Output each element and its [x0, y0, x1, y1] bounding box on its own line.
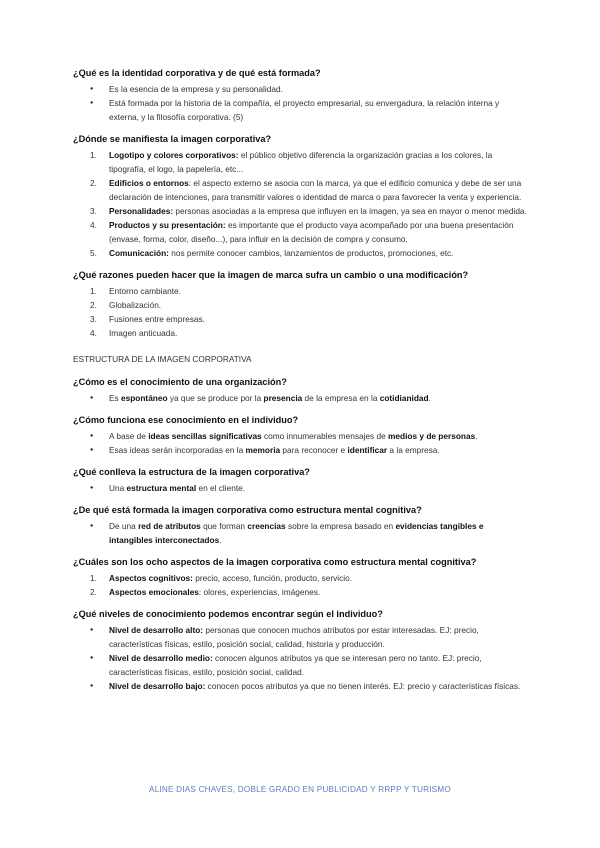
- list-item: ● A base de ideas sencillas significativas como innumerables mensajes de medios y de personas.: [73, 429, 528, 443]
- item-bold: Aspectos cognitivos:: [109, 573, 193, 583]
- list-item: ● Esas ideas serán incorporadas en la memoria para reconocer e identificar a la empresa.: [73, 443, 528, 457]
- item-bold: Nivel de desarrollo alto:: [109, 625, 204, 635]
- item-bold: Productos y su presentación:: [109, 220, 226, 230]
- list-item: ● Una estructura mental en el cliente.: [73, 481, 528, 495]
- bullet-list: [73, 82, 528, 124]
- item-number: 4.: [90, 220, 97, 230]
- item-text: personas que conocen muchos atributos por estar interesadas. EJ: precio, características físicas, estilo, posición social, calidad, historia y producción.: [109, 625, 479, 649]
- item-number: 1.: [90, 150, 97, 160]
- question-conocimiento: ¿Cómo es el conocimiento de una organización?: [73, 377, 287, 387]
- list-item: ● De una red de atributos que forman creencias sobre la empresa basado en evidencias tangibles e intangibles interconectados.: [73, 519, 528, 547]
- item-text: : el aspecto externo se asocia con la marca, ya que el edificio comunica y debe de ser una declaración de intenciones, para transmitir valores o identidad de marca o para favorecer la venta y experiencia.: [109, 178, 522, 202]
- item-number: 5.: [90, 248, 97, 258]
- item-number: 4.: [90, 328, 97, 338]
- item-number: 1.: [90, 286, 97, 296]
- item-text: Globalización.: [109, 300, 162, 310]
- item-text: conocen algunos atributos ya que se interesan pero no tanto. EJ: precio, características físicas, estilo, posición social, calidad.: [109, 653, 482, 677]
- item-text: el público objetivo diferencia la organización gracias a los colores, la tipografía, el logo, la papelería, etc...: [109, 150, 493, 174]
- page-footer: ALINE DIAS CHAVES, DOBLE GRADO EN PUBLICIDAD Y RRPP Y TURISMO: [149, 785, 451, 794]
- question-funciona: ¿Cómo funciona ese conocimiento en el individuo?: [73, 415, 299, 425]
- numbered-list: [73, 571, 528, 599]
- list-item: [73, 679, 528, 693]
- question-manifiesta: ¿Dónde se manifiesta la imagen corporativa?: [73, 134, 272, 144]
- list-item: [73, 651, 528, 679]
- list-item: [73, 585, 528, 599]
- item-bold: Nivel de desarrollo bajo:: [109, 681, 206, 691]
- question-niveles: ¿Qué niveles de conocimiento podemos encontrar según el individuo?: [73, 609, 383, 619]
- item-number: 2.: [90, 300, 97, 310]
- item-number: 2.: [90, 587, 97, 597]
- section-heading: ESTRUCTURA DE LA IMAGEN CORPORATIVA: [73, 354, 252, 364]
- item-text: conocen pocos atributos ya que no tienen interés. EJ: precio y características físicas.: [205, 681, 521, 691]
- question-formada: ¿De qué está formada la imagen corporativa como estructura mental cognitiva?: [73, 505, 422, 515]
- item-text: nos permite conocer cambios, lanzamientos de productos, promociones, etc.: [168, 248, 454, 258]
- item-text: precio, acceso, función, producto, servicio.: [192, 573, 353, 583]
- item-number: 3.: [90, 206, 97, 216]
- list-item: [73, 148, 528, 176]
- item-text: Entorno cambiante.: [109, 286, 181, 296]
- question-ocho-aspectos: ¿Cuáles son los ocho aspectos de la imagen corporativa como estructura mental cognitiva?: [73, 557, 477, 567]
- list-item: [73, 312, 528, 326]
- item-bold: Personalidades:: [109, 206, 174, 216]
- list-item: [73, 204, 528, 218]
- item-text: Imagen anticuada.: [109, 328, 178, 338]
- item-text: Fusiones entre empresas.: [109, 314, 205, 324]
- bullet-list: [73, 519, 528, 547]
- numbered-list: [73, 148, 528, 260]
- item-bold: Logotipo y colores corporativos:: [109, 150, 239, 160]
- item-text: personas asociadas a la empresa que influyen en la imagen, ya sea en mayor o menor medida.: [173, 206, 527, 216]
- list-item: [73, 218, 528, 246]
- item-text: es importante que el producto vaya acompañado por una buena presentación (envase, forma, color, diseño...), para influir en la decisión de compra y consumo.: [109, 220, 514, 244]
- item-number: 1.: [90, 573, 97, 583]
- list-item: ● Es espontáneo ya que se produce por la presencia de la empresa en la cotidianidad.: [73, 391, 528, 405]
- numbered-list: [73, 284, 528, 340]
- question-razones: ¿Qué razones pueden hacer que la imagen de marca sufra un cambio o una modificación?: [73, 270, 469, 280]
- bullet-list: [73, 623, 528, 693]
- document-body: [73, 67, 528, 693]
- list-item: [73, 246, 528, 260]
- item-bold: Edificios o entornos: [109, 178, 189, 188]
- bullet-list: [73, 481, 528, 495]
- item-text: : olores, experiencias, imágenes.: [198, 587, 321, 597]
- question-conlleva: ¿Qué conlleva la estructura de la imagen corporativa?: [73, 467, 310, 477]
- list-item: [73, 298, 528, 312]
- bullet-list: [73, 391, 528, 405]
- item-number: 3.: [90, 314, 97, 324]
- item-number: 2.: [90, 178, 97, 188]
- list-item: ● Está formada por la historia de la compañía, el proyecto empresarial, su envergadura, la relación interna y externa, y la filosofía corporativa. (5): [73, 96, 528, 124]
- question-identidad: ¿Qué es la identidad corporativa y de qué está formada?: [73, 68, 321, 78]
- item-bold: Aspectos emocionales: [109, 587, 199, 597]
- list-item: [73, 571, 528, 585]
- list-item: [73, 284, 528, 298]
- list-item: ● Es la esencia de la empresa y su personalidad.: [73, 82, 528, 96]
- item-bold: Nivel de desarrollo medio:: [109, 653, 213, 663]
- list-item: [73, 623, 528, 651]
- item-bold: Comunicación:: [109, 248, 169, 258]
- list-item: [73, 326, 528, 340]
- list-item: [73, 176, 528, 204]
- bullet-list: [73, 429, 528, 457]
